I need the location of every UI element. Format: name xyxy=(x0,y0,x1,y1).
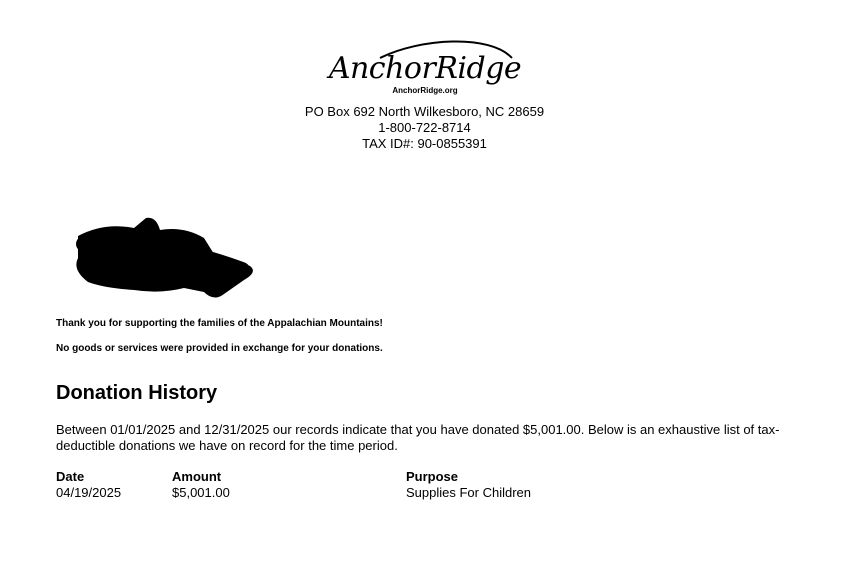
donation-table xyxy=(56,469,606,501)
logo-url: AnchorRidge.org xyxy=(392,86,458,95)
table-header-row xyxy=(56,469,606,485)
phone-number: 1-800-722-8714 xyxy=(378,120,471,135)
column-header-amount: Amount xyxy=(172,469,222,484)
tax-id: TAX ID#: 90-0855391 xyxy=(362,136,487,151)
org-contact xyxy=(0,104,849,152)
cell-purpose: Supplies For Children xyxy=(406,485,532,500)
column-header-date: Date xyxy=(56,469,85,484)
cell-date: 04/19/2025 xyxy=(56,485,122,500)
address-line: PO Box 692 North Wilkesboro, NC 28659 xyxy=(304,104,545,119)
table-row xyxy=(56,485,606,501)
column-header-purpose: Purpose xyxy=(406,469,459,484)
cell-amount: $5,001.00 xyxy=(172,485,230,500)
section-heading: Donation History xyxy=(56,382,218,404)
donation-summary: Between 01/01/2025 and 12/31/2025 our records indicate that you have donated $5,001.00. Below is an exhaustive list of tax-deductible donations we have on record for the time period. xyxy=(56,422,780,453)
logo-wordmark: AnchorRidge xyxy=(328,51,522,86)
no-goods-note: No goods or services were provided in exchange for your donations. xyxy=(56,343,383,354)
redacted-name-scribble xyxy=(64,208,264,308)
org-logo xyxy=(320,36,530,100)
thank-you-note: Thank you for supporting the families of the Appalachian Mountains! xyxy=(56,318,383,329)
